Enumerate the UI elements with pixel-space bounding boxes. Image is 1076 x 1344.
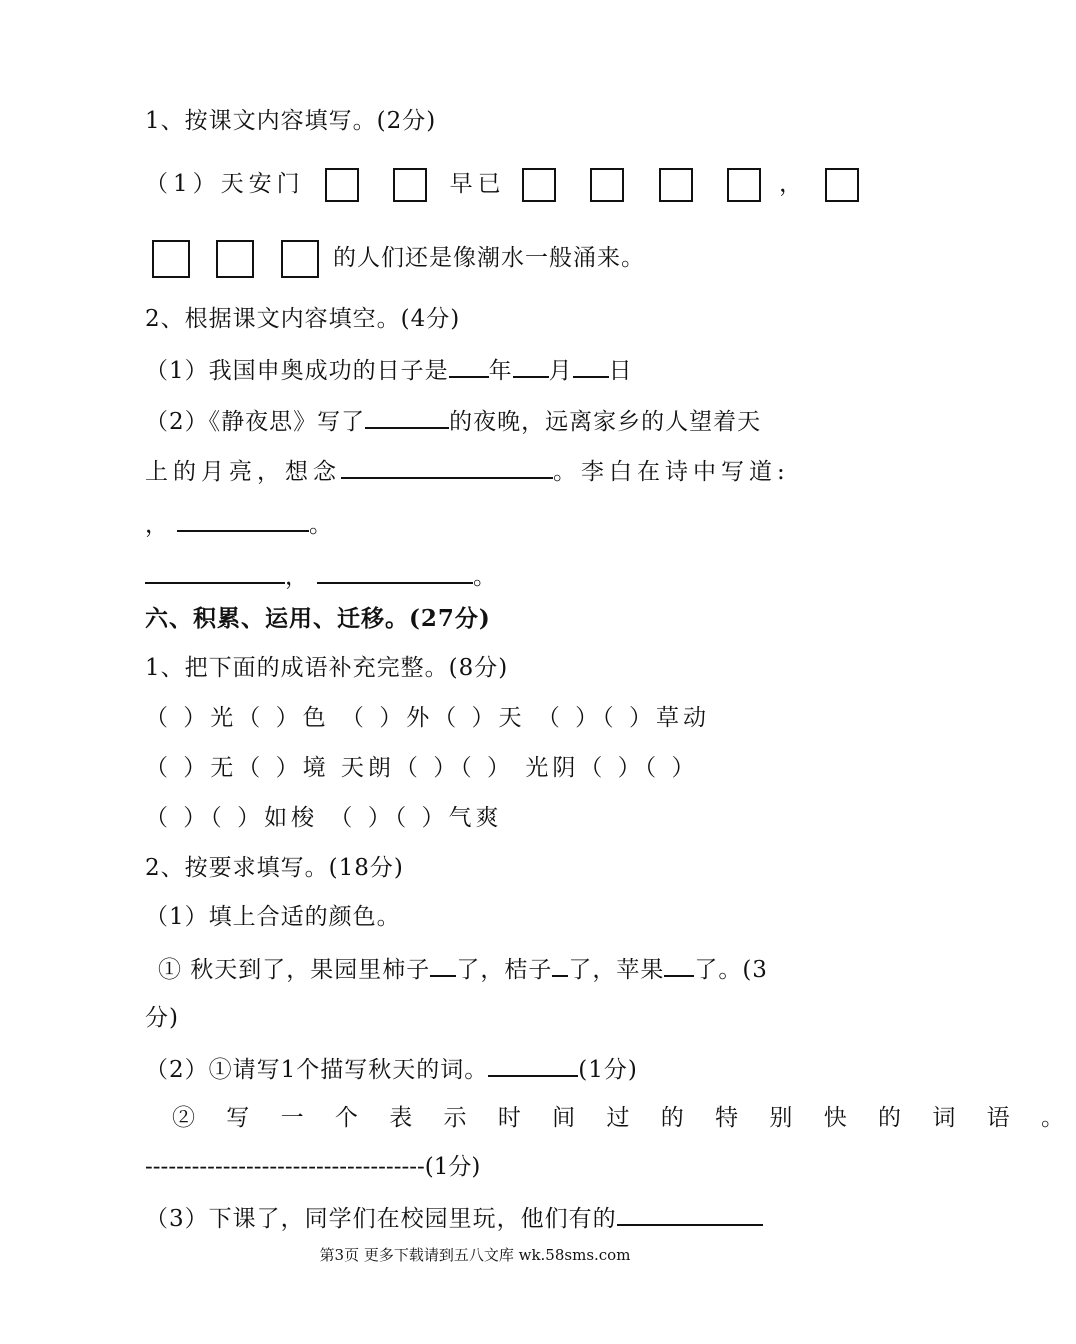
s2-q2-prefix: （2）《静夜思》写了 (145, 409, 366, 435)
color-blank[interactable] (664, 953, 694, 977)
year-blank[interactable] (449, 354, 489, 378)
color-text-c: 了，苹果 (568, 957, 665, 983)
s2-q2-line3 (145, 508, 333, 540)
s1-q1-line1 (145, 168, 859, 202)
s2-q2-line4-comma: ， (285, 564, 309, 590)
color-text-b: 了，桔子 (456, 957, 553, 983)
answer-box[interactable] (393, 168, 427, 202)
s6-q2-p3 (145, 1202, 763, 1234)
s2-q1-prefix: （1）我国申奥成功的日子是 (145, 358, 449, 384)
answer-box[interactable] (152, 240, 190, 278)
color-blank[interactable] (552, 953, 568, 977)
s6-q2-p2 (145, 1053, 638, 1085)
section2-heading: 2、根据课文内容填空。(4分) (145, 306, 461, 332)
s2-q2-line4 (145, 560, 497, 592)
s2-q2-line1 (145, 405, 761, 437)
poem-blank[interactable] (317, 560, 473, 584)
color-text-d: 了。(3 (694, 957, 768, 983)
idiom-row-3: （ ）（ ）如梭 （ ）（ ）气爽 (145, 805, 503, 831)
color-blank[interactable] (430, 953, 456, 977)
night-blank[interactable] (365, 405, 449, 429)
answer-box[interactable] (825, 168, 859, 202)
s2-q2-mid: 的夜晚，远离家乡的人望着天 (449, 409, 762, 435)
s6-q2-p3-text: （3）下课了，同学们在校园里玩，他们有的 (145, 1206, 617, 1232)
color-text-a: ① 秋天到了，果园里柿子 (158, 957, 431, 983)
s6-q1-heading: 1、把下面的成语补充完整。(8分) (145, 655, 509, 681)
answer-box[interactable] (216, 240, 254, 278)
day-blank[interactable] (573, 354, 609, 378)
s6-q2-p2b-line: ------------------------------------(1分) (145, 1154, 481, 1180)
autumn-word-blank[interactable] (488, 1053, 578, 1077)
s1-q1-mid: 早已 (449, 171, 506, 197)
day-label: 日 (608, 358, 633, 384)
idiom-row-1: （ ）光（ ）色 （ ）外（ ）天 （ ）（ ）草动 (145, 705, 710, 731)
s1-q1-suffix: 的人们还是像潮水一般涌来。 (332, 245, 645, 271)
s1-q1-prefix: （1）天安门 (145, 171, 305, 197)
month-label: 月 (548, 358, 573, 384)
answer-box[interactable] (281, 240, 319, 278)
idiom-row-2: （ ）无（ ）境 天朗（ ）（ ） 光阴（ ）（ ） (145, 755, 699, 781)
activity-blank[interactable] (617, 1202, 763, 1226)
section1-heading: 1、按课文内容填写。(2分) (145, 108, 437, 134)
month-blank[interactable] (513, 354, 549, 378)
s6-q2-p2-prefix: （2）①请写1个描写秋天的词。 (145, 1057, 489, 1083)
answer-box[interactable] (522, 168, 556, 202)
page-footer: 第3页 更多下载请到五八文库 wk.58sms.com (319, 1246, 631, 1264)
answer-box[interactable] (590, 168, 624, 202)
s2-q2-line2-prefix: 上的月亮，想念 (145, 459, 341, 485)
s2-q1 (145, 354, 633, 386)
poem-blank[interactable] (145, 560, 285, 584)
s2-q2-line3-suffix: 。 (309, 512, 333, 538)
answer-box[interactable] (727, 168, 761, 202)
s1-q1-comma: ， (779, 171, 808, 197)
s2-q2-line2-suffix: 。李白在诗中写道: (553, 459, 790, 485)
s6-q2-p1-heading: （1）填上合适的颜色。 (145, 904, 401, 930)
answer-box[interactable] (659, 168, 693, 202)
s2-q2-line3-prefix: ， (145, 512, 169, 538)
s1-q1-line2 (152, 240, 645, 278)
s2-q2-line2 (145, 455, 790, 487)
s6-q2-p2b: ② 写 一 个 表 示 时 间 过 的 特 别 快 的 词 语 。 (172, 1105, 1076, 1131)
answer-box[interactable] (325, 168, 359, 202)
section6-heading: 六、积累、运用、迁移。(27分) (145, 605, 491, 632)
poem-blank[interactable] (177, 508, 309, 532)
s6-q2-p2-suffix: (1分) (578, 1057, 638, 1083)
s6-q2-p1-line (158, 953, 768, 985)
year-label: 年 (488, 358, 513, 384)
miss-blank[interactable] (341, 455, 553, 479)
color-text-e: 分) (145, 1005, 179, 1031)
s2-q2-line4-suffix: 。 (473, 564, 497, 590)
s6-q2-heading: 2、按要求填写。(18分) (145, 855, 404, 881)
